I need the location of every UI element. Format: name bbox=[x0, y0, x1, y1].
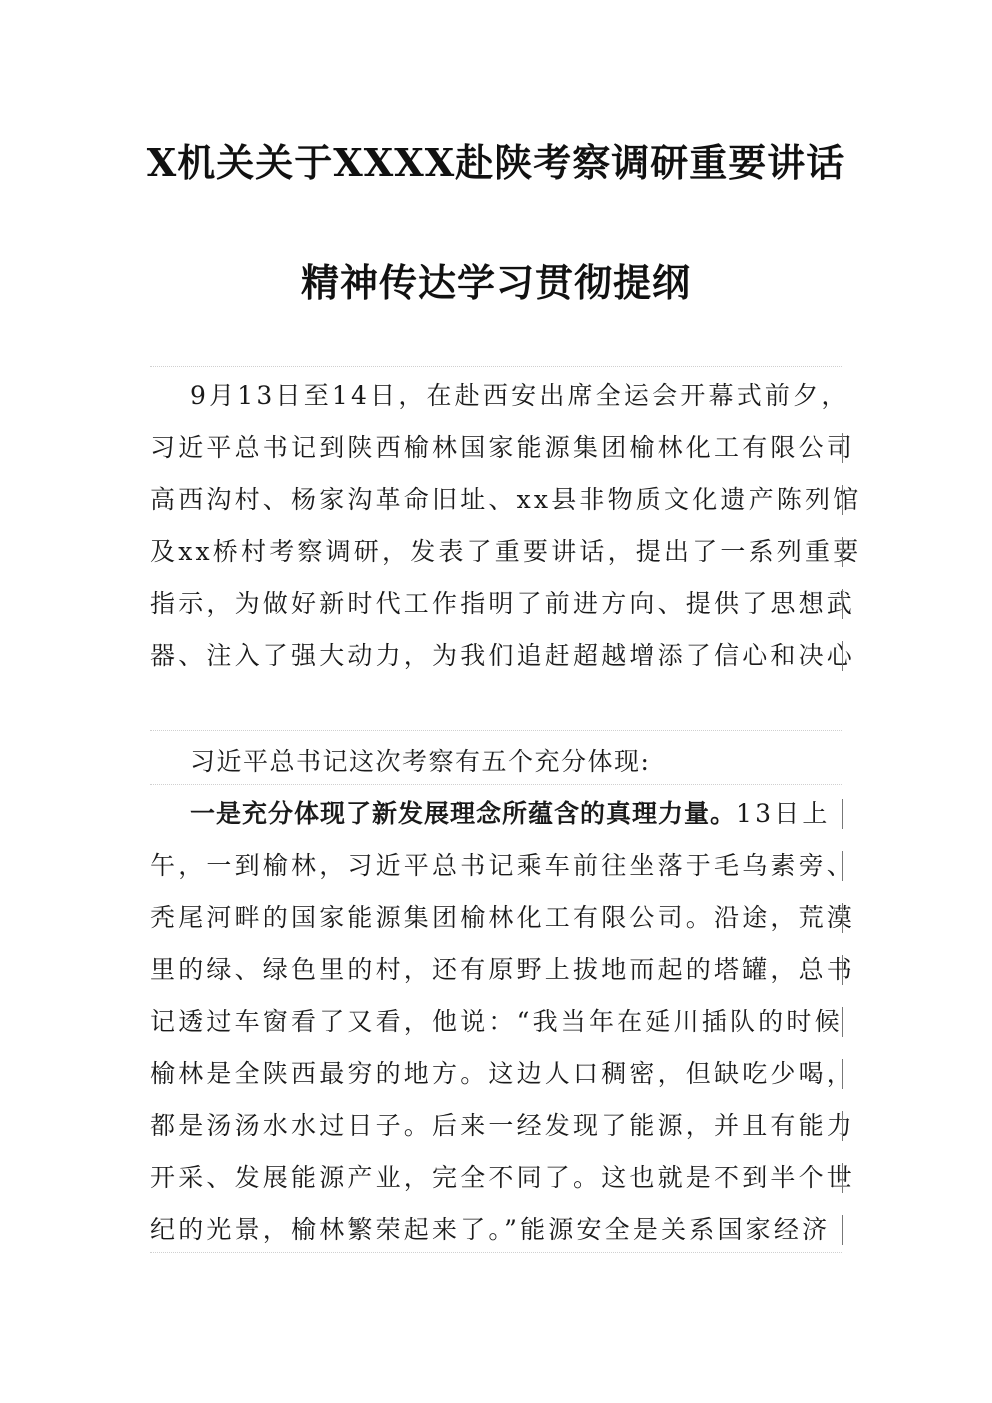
paragraph-3-line: 榆林是全陕西最穷的地方。这边人口稠密，但缺吃少喝， bbox=[150, 1059, 856, 1088]
section-divider bbox=[150, 730, 842, 731]
section-divider bbox=[150, 366, 842, 367]
margin-line-marker bbox=[842, 433, 843, 463]
document-title-line-2: 精神传达学习贯彻提纲 bbox=[300, 260, 691, 305]
paragraph-3-line: 里的绿、绿色里的村，还有原野上拔地而起的塔罐，总书 bbox=[150, 955, 856, 984]
margin-line-marker bbox=[842, 641, 843, 671]
margin-line-marker bbox=[842, 1163, 843, 1193]
section-divider bbox=[150, 1252, 842, 1253]
paragraph-1-line: 习近平总书记到陕西榆林国家能源集团榆林化工有限公司 bbox=[150, 433, 856, 462]
paragraph-3-line: 纪的光景，榆林繁荣起来了。”能源安全是关系国家经济 bbox=[150, 1215, 831, 1244]
margin-line-marker bbox=[842, 1007, 843, 1037]
paragraph-3-line: 午，一到榆林，习近平总书记乘车前往坐落于毛乌素旁、 bbox=[150, 851, 856, 880]
section-divider bbox=[150, 784, 842, 785]
paragraph-1-line: 及xx桥村考察调研，发表了重要讲话，提出了一系列重要 bbox=[150, 537, 862, 566]
margin-line-marker bbox=[842, 799, 843, 829]
document-title-line-1: X机关关于XXXX赴陕考察调研重要讲话 bbox=[146, 140, 846, 185]
paragraph-3-line: 都是汤汤水水过日子。后来一经发现了能源，并且有能力 bbox=[150, 1111, 856, 1140]
margin-line-marker bbox=[842, 537, 843, 567]
margin-line-marker bbox=[842, 485, 843, 515]
margin-line-marker bbox=[842, 589, 843, 619]
paragraph-1-line: 器、注入了强大动力，为我们追赶超越增添了信心和决心 bbox=[150, 641, 856, 670]
margin-line-marker bbox=[842, 1111, 843, 1141]
paragraph-1-line: 高西沟村、杨家沟革命旧址、xx县非物质文化遗产陈列馆 bbox=[150, 485, 862, 514]
margin-line-marker bbox=[842, 955, 843, 985]
paragraph-3-line: 开采、发展能源产业，完全不同了。这也就是不到半个世 bbox=[150, 1163, 856, 1192]
margin-line-marker bbox=[842, 851, 843, 881]
margin-line-marker bbox=[842, 903, 843, 933]
paragraph-3-line: 记透过车窗看了又看，他说：“我当年在延川插队的时候 bbox=[150, 1007, 843, 1036]
paragraph-3-lead-bold: 一是充分体现了新发展理念所蕴含的真理力量。 bbox=[190, 799, 737, 828]
paragraph-1-line: 指示，为做好新时代工作指明了前进方向、提供了思想武 bbox=[150, 589, 856, 618]
paragraph-3-lead bbox=[190, 796, 840, 832]
paragraph-2: 习近平总书记这次考察有五个充分体现: bbox=[190, 747, 651, 776]
paragraph-3-line: 秃尾河畔的国家能源集团榆林化工有限公司。沿途，荒漠 bbox=[150, 903, 856, 932]
paragraph-1-line: 9月13日至14日，在赴西安出席全运会开幕式前夕， bbox=[190, 381, 850, 410]
paragraph-3-lead-rest: 13日上 bbox=[736, 799, 831, 828]
margin-line-marker bbox=[842, 1215, 843, 1245]
margin-line-marker bbox=[842, 1059, 843, 1089]
